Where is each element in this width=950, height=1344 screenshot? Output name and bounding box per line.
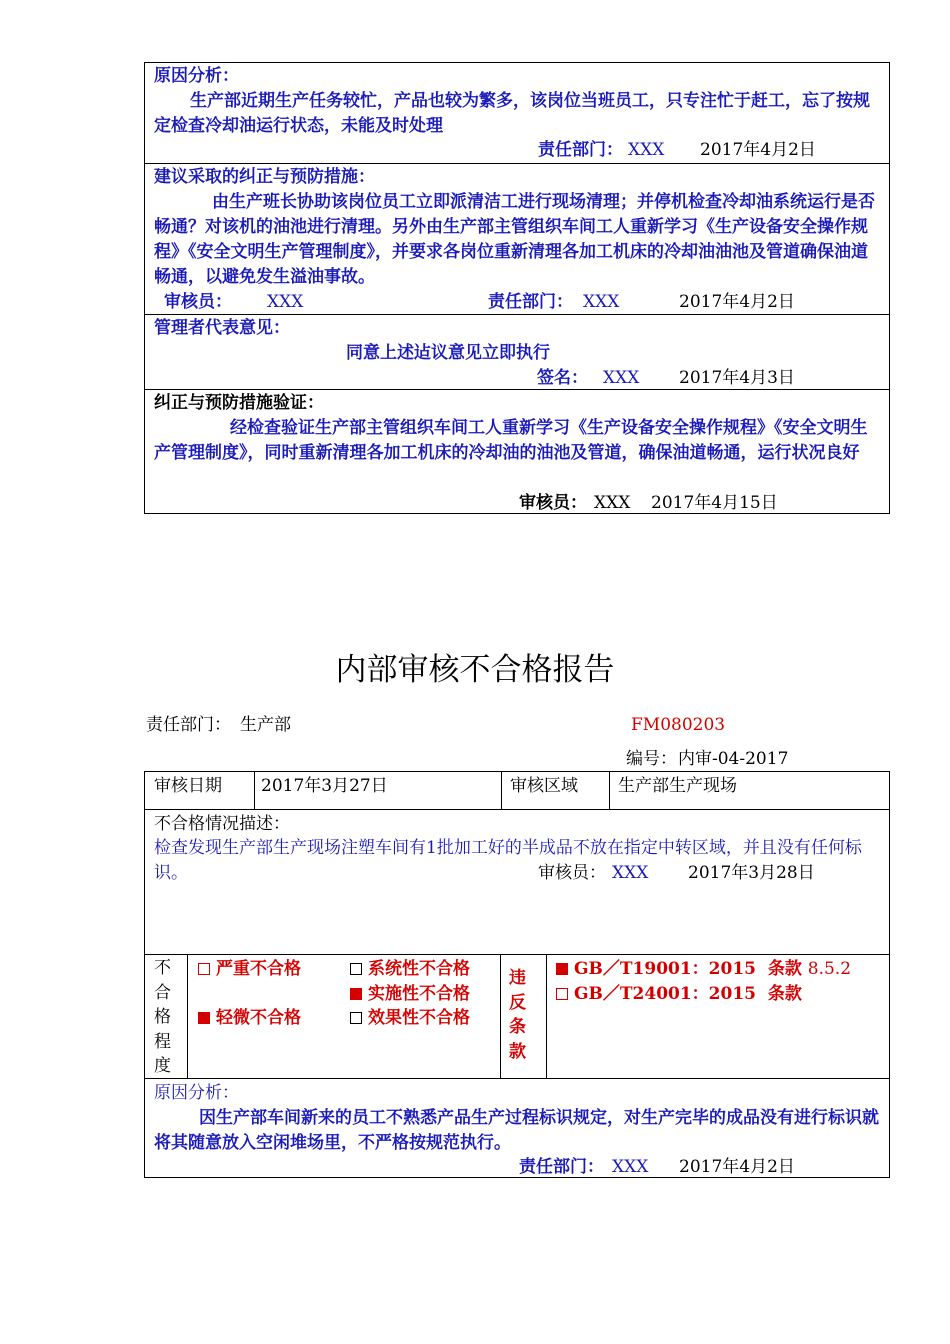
clause-24001-checkbox[interactable] — [556, 988, 568, 1000]
form-code: FM080203 — [631, 715, 726, 735]
degree-label-char: 程 — [154, 1031, 171, 1052]
degree-option-severe[interactable]: 严重不合格 — [198, 957, 301, 981]
nc-cause-date: 2017年4月2日 — [679, 1157, 795, 1177]
management-label: 管理者代表意见： — [154, 318, 290, 338]
degree-label-char: 合 — [154, 982, 171, 1003]
nc-degree-row — [145, 954, 889, 1078]
degree-label-char: 格 — [154, 1007, 171, 1027]
cause-section — [145, 63, 889, 163]
report-dept-label: 责任部门： — [146, 715, 231, 735]
effectiveness-checkbox[interactable] — [350, 1012, 362, 1024]
measures-dept-value: XXX — [583, 292, 620, 312]
violation-label-char: 款 — [509, 1041, 526, 1062]
degree-label-char: 度 — [154, 1056, 171, 1076]
corrective-action-table — [144, 62, 890, 514]
violation-label-char: 反 — [509, 992, 526, 1013]
audit-date-label: 审核日期 — [154, 776, 222, 796]
cause-dept-label: 责任部门： — [538, 140, 623, 160]
minor-checkbox[interactable] — [198, 1012, 210, 1024]
violation-label-char: 条 — [509, 1017, 526, 1037]
nc-cause-label: 原因分析： — [154, 1083, 239, 1103]
nc-desc-text: 检查发现生产部生产现场注塑车间有1批加工好的半成品不放在指定中转区域，并且没有任何标识。 — [154, 838, 862, 883]
degree-label — [154, 956, 178, 1079]
nc-auditor-label: 审核员： — [538, 863, 606, 883]
audit-area-label: 审核区域 — [510, 776, 578, 796]
violation-label — [509, 966, 533, 1064]
verification-auditor-value: XXX — [594, 493, 631, 513]
report-title: 内部审核不合格报告 — [335, 652, 615, 688]
measures-text: 由生产班长协助该岗位员工立即派清洁工进行现场清理；并停机检查冷却油系统运行是否畅通？对该机的油池进行清理。另外由生产部主管组织车间工人重新学习《生产设备安全操作规程》《安全文明生产管理制度》，并要求各岗位重新清理各加工机床的冷却油油池及管道确保油道畅通，以避免发生溢油事故。 — [154, 192, 875, 287]
nonconformity-table — [144, 771, 890, 1178]
systemic-checkbox[interactable] — [350, 963, 362, 975]
implementation-checkbox[interactable] — [350, 988, 362, 1000]
audit-date-value: 2017年3月27日 — [261, 776, 388, 796]
nc-auditor-value: XXX — [612, 863, 649, 883]
management-sign-value: XXX — [603, 368, 640, 388]
management-text: 同意上述迠议意见立即执行 — [346, 343, 550, 363]
verification-label: 纠正与预防措施验证： — [154, 393, 324, 413]
type-option-implementation[interactable]: 实施性不合格 — [350, 982, 470, 1006]
report-number-label: 编号： — [626, 749, 677, 769]
clause-gb19001[interactable]: GB／T19001：2015 条款 8.5.2 — [556, 957, 851, 981]
management-section — [145, 314, 889, 389]
report-dept-value: 生产部 — [240, 715, 291, 735]
nc-cause-dept-value: XXX — [612, 1157, 649, 1177]
measures-date: 2017年4月2日 — [679, 292, 795, 312]
verification-text: 经检查验证生产部主管组织车间工人重新学习《生产设备安全操作规程》《安全文明生产管理制度》，同时重新清理各加工机床的冷却油的油池及管道，确保油道畅通，运行状况良好 — [154, 418, 868, 463]
cause-text: 生产部近期生产任务较忙，产品也较为繁多，该岗位当班员工，只专注忙于赶工，忘了按规定检查冷却油运行状态，未能及时处理 — [154, 91, 870, 136]
type-option-systemic[interactable]: 系统性不合格 — [350, 957, 470, 981]
report-number-value: 内审-04-2017 — [678, 749, 789, 769]
verification-auditor-label: 审核员： — [519, 493, 587, 513]
measures-section — [145, 163, 889, 314]
degree-label-char: 不 — [154, 958, 171, 978]
degree-option-minor[interactable]: 轻微不合格 — [198, 1006, 301, 1030]
clause-19001-checkbox[interactable] — [556, 963, 568, 975]
measures-auditor-label: 审核员： — [164, 292, 232, 312]
nc-desc-label: 不合格情况描述： — [154, 814, 290, 834]
management-sign-label: 签名： — [537, 368, 588, 388]
severe-checkbox[interactable] — [198, 963, 210, 975]
audit-info-row — [145, 772, 889, 809]
verification-section — [145, 389, 889, 515]
cause-date: 2017年4月2日 — [700, 140, 816, 160]
clause-gb24001[interactable]: GB／T24001：2015 条款 — [556, 982, 802, 1006]
cause-label: 原因分析： — [154, 66, 239, 86]
management-date: 2017年4月3日 — [679, 368, 795, 388]
nc-description-row — [145, 809, 889, 954]
measures-auditor-value: XXX — [267, 292, 304, 312]
nc-cause-dept-label: 责任部门： — [519, 1157, 604, 1177]
type-option-effectiveness[interactable]: 效果性不合格 — [350, 1006, 470, 1030]
violation-label-char: 违 — [509, 968, 526, 988]
cause-dept-value: XXX — [628, 140, 665, 160]
nc-date: 2017年3月28日 — [688, 863, 815, 883]
nc-cause-row — [145, 1078, 889, 1179]
nc-cause-text: 因生产部车间新来的员工不熟悉产品生产过程标识规定，对生产完毕的成品没有进行标识就将其随意放入空闲堆场里，不严格按规范执行。 — [154, 1108, 879, 1153]
measures-label: 建议采取的纠正与预防措施： — [154, 167, 375, 187]
audit-area-value: 生产部生产现场 — [618, 776, 737, 796]
verification-date: 2017年4月15日 — [651, 493, 778, 513]
measures-dept-label: 责任部门： — [488, 292, 573, 312]
